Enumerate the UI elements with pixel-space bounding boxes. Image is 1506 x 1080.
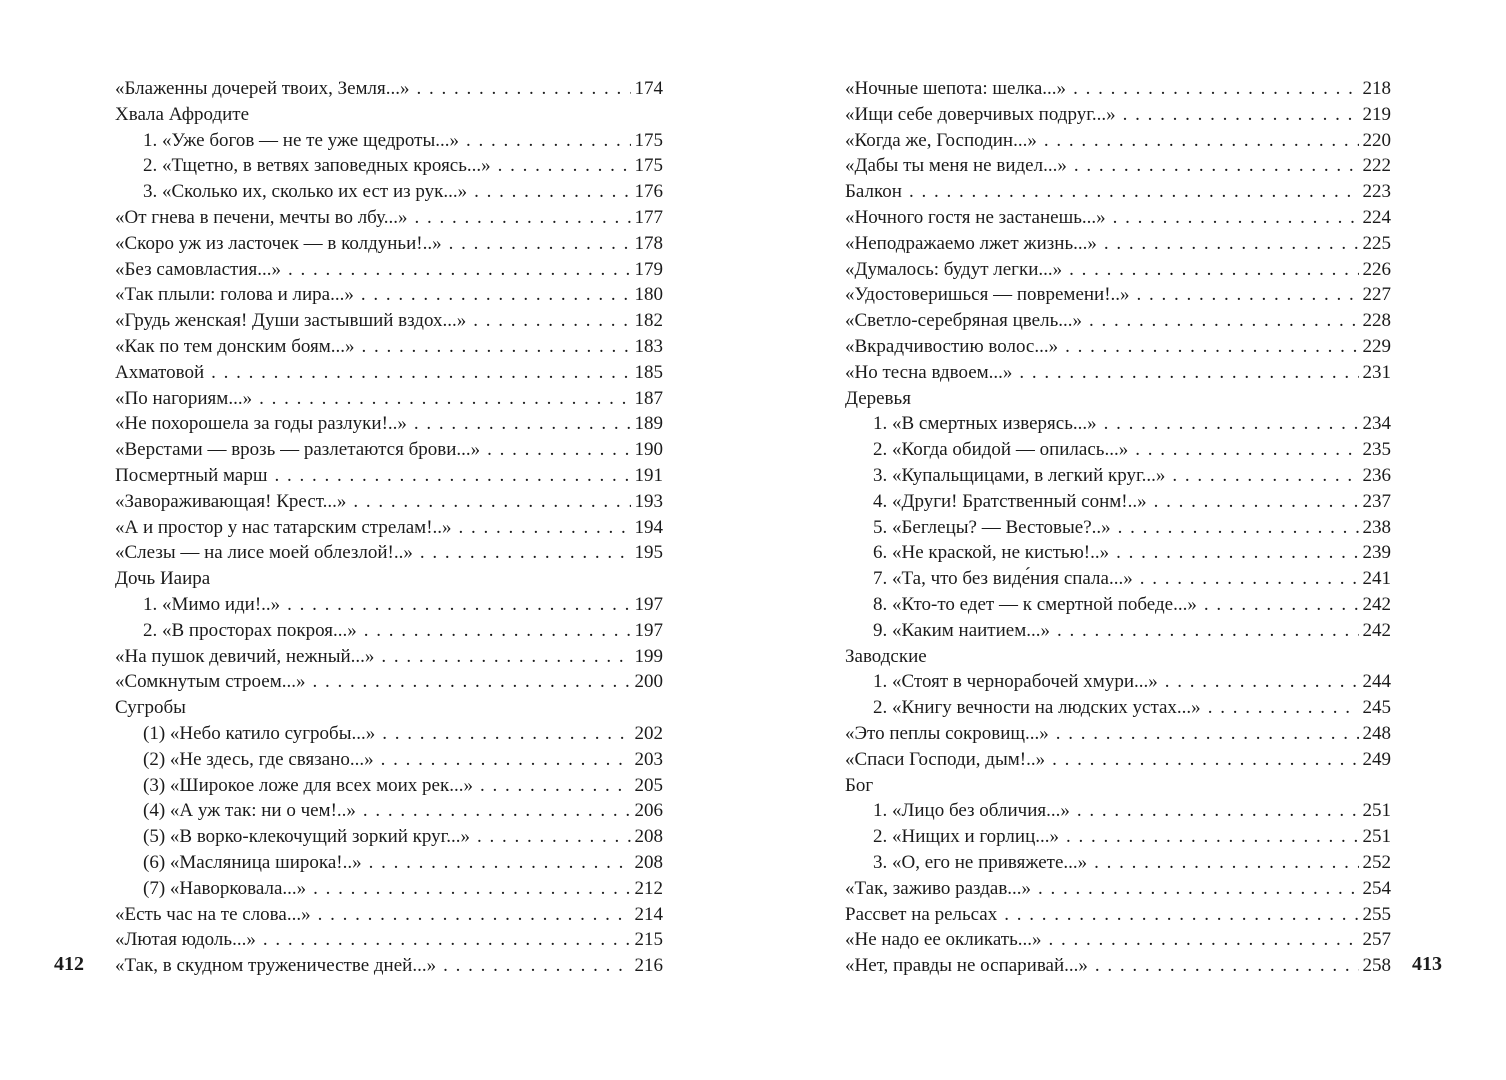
toc-entry-page: 242 [1362, 619, 1391, 641]
toc-entry [845, 386, 1391, 412]
toc-entry-title: Хвала Афродите [115, 103, 250, 125]
dot-leader [1204, 592, 1359, 618]
toc-entry-title: 2. «Книгу вечности на людских устах...» [873, 697, 1201, 719]
toc-entry-title: (7) «Наворковала...» [143, 877, 307, 899]
toc-entry [115, 953, 663, 979]
toc-entry-page: 225 [1362, 232, 1391, 254]
toc-entry-page: 208 [634, 826, 663, 848]
toc-entry-title: 1. «В смертных изверясь...» [873, 413, 1097, 435]
toc-entry [845, 515, 1391, 541]
dot-leader [364, 618, 631, 644]
toc-entry [115, 747, 663, 773]
toc-entry [845, 179, 1391, 205]
toc-entry-page: 178 [634, 232, 663, 254]
toc-entry-title: Балкон [845, 181, 902, 203]
toc-entry [115, 721, 663, 747]
dot-leader [1172, 463, 1359, 489]
toc-entry [845, 205, 1391, 231]
dot-leader [1019, 360, 1359, 386]
toc-entry [115, 334, 663, 360]
toc-entry-title: Дочь Иаира [115, 568, 211, 590]
toc-entry [115, 540, 663, 566]
dot-leader [1056, 721, 1359, 747]
toc-entry-title: «Спаси Господи, дым!..» [845, 748, 1046, 770]
toc-entry-page: 218 [1362, 78, 1391, 99]
toc-entry-page: 248 [1362, 722, 1391, 744]
toc-entry [845, 902, 1391, 928]
toc-entry-page: 185 [634, 361, 663, 383]
toc-entry [845, 824, 1391, 850]
dot-leader [1057, 618, 1359, 644]
toc-entry [845, 669, 1391, 695]
dot-leader [318, 902, 631, 928]
toc-entry [115, 179, 663, 205]
dot-leader [363, 798, 631, 824]
toc-entry-page: 191 [634, 464, 663, 486]
dot-leader [381, 747, 631, 773]
toc-entry-page: 200 [634, 671, 663, 693]
dot-leader [313, 876, 631, 902]
toc-entry-page: 215 [634, 929, 663, 951]
toc-entry-title: Посмертный марш [115, 464, 268, 486]
dot-leader [1094, 850, 1359, 876]
toc-entry [845, 411, 1391, 437]
toc-entry [845, 798, 1391, 824]
toc-entry-page: 179 [634, 258, 663, 280]
dot-leader [287, 592, 631, 618]
toc-entry [845, 927, 1391, 953]
toc-entry [845, 695, 1391, 721]
toc-entry-page: 219 [1362, 103, 1391, 125]
toc-entry [115, 102, 663, 128]
toc-entry-title: 2. «Когда обидой — опилась...» [873, 439, 1129, 461]
toc-entry-page: 249 [1362, 748, 1391, 770]
dot-leader [487, 437, 631, 463]
toc-entry-title: 3. «О, его не привяжете...» [873, 851, 1088, 873]
dot-leader [1038, 876, 1359, 902]
toc-entry-page: 195 [634, 542, 663, 564]
toc-entry-page: 187 [634, 387, 663, 409]
dot-leader [1123, 102, 1359, 128]
dot-leader [1137, 282, 1359, 308]
dot-leader [1104, 411, 1359, 437]
toc-entry-title: «На пушок девичий, нежный...» [115, 645, 375, 667]
toc-entry-title: «Когда же, Господин...» [845, 129, 1037, 151]
dot-leader [381, 644, 631, 670]
toc-entry-page: 234 [1362, 413, 1391, 435]
toc-entry-title: 1. «Мимо иди!..» [143, 593, 281, 615]
toc-entry-page: 197 [634, 593, 663, 615]
toc-entry-title: «Неподражаемо лжет жизнь...» [845, 232, 1097, 254]
toc-entry-title: «Не похорошела за годы разлуки!..» [115, 413, 407, 435]
toc-entry-title: 6. «Не краской, не кистью!..» [873, 542, 1110, 564]
toc-entry-title: «Слезы — на лисе моей облезлой!..» [115, 542, 413, 564]
toc-entry-page: 189 [634, 413, 663, 435]
toc-entry [845, 308, 1391, 334]
toc-entry [115, 231, 663, 257]
toc-entry-title: (1) «Небо катило сугробы...» [143, 722, 376, 744]
toc-entry [845, 773, 1391, 799]
dot-leader [473, 308, 631, 334]
toc-entry-page: 231 [1362, 361, 1391, 383]
dot-leader [1073, 76, 1359, 102]
toc-entry-page: 226 [1362, 258, 1391, 280]
toc-entry-title: «По нагориям...» [115, 387, 253, 409]
dot-leader [1066, 824, 1359, 850]
dot-leader [1113, 205, 1359, 231]
page-number-left: 412 [54, 953, 84, 975]
page-number-right: 413 [1412, 953, 1442, 975]
toc-entry [115, 798, 663, 824]
toc-entry-page: 258 [1362, 955, 1391, 977]
toc-entry [845, 540, 1391, 566]
toc-entry [115, 489, 663, 515]
toc-entry-title: «Думалось: будут легки...» [845, 258, 1063, 280]
toc-column-right [845, 76, 1391, 979]
toc-entry [115, 282, 663, 308]
toc-entry-title: «А и простор у нас татарским стрелам!..» [115, 516, 452, 538]
dot-leader [443, 953, 631, 979]
dot-leader [1135, 437, 1359, 463]
toc-entry-title: «Удостоверишься — повремени!..» [845, 284, 1130, 306]
dot-leader [477, 824, 631, 850]
toc-entry [115, 257, 663, 283]
dot-leader [417, 76, 631, 102]
toc-entry-title: «Лютая юдоль...» [115, 929, 256, 951]
toc-entry-page: 236 [1362, 464, 1391, 486]
dot-leader [909, 179, 1359, 205]
toc-entry [115, 850, 663, 876]
toc-entry-title: 5. «Беглецы? — Вестовые?..» [873, 516, 1111, 538]
toc-entry-title: 4. «Други! Братственный сонм!..» [873, 490, 1147, 512]
dot-leader [1165, 669, 1359, 695]
toc-entry-page: 193 [634, 490, 663, 512]
toc-entry-title: «Как по тем донским боям...» [115, 335, 355, 357]
toc-entry-page: 220 [1362, 129, 1391, 151]
toc-entry [115, 644, 663, 670]
toc-entry-title: (2) «Не здесь, где связано...» [143, 748, 374, 770]
dot-leader [1140, 566, 1359, 592]
toc-entry [115, 205, 663, 231]
toc-entry-title: Сугробы [115, 697, 186, 719]
toc-entry [115, 463, 663, 489]
toc-entry [115, 876, 663, 902]
toc-entry-page: 182 [634, 310, 663, 332]
toc-entry-title: 2. «Нищих и горлиц...» [873, 826, 1059, 848]
dot-leader [498, 153, 631, 179]
dot-leader [312, 669, 631, 695]
dot-leader [382, 721, 631, 747]
toc-entry-title: 8. «Кто-то едет — к смертной победе...» [873, 593, 1197, 615]
toc-entry-title: «Но тесна вдвоем...» [845, 361, 1013, 383]
toc-entry-title: 1. «Лицо без обличия...» [873, 800, 1070, 822]
toc-entry-title: 2. «В просторах покроя...» [143, 619, 357, 641]
dot-leader [1069, 257, 1359, 283]
toc-entry [115, 128, 663, 154]
dot-leader [274, 463, 631, 489]
toc-entry-page: 190 [634, 439, 663, 461]
toc-entry-title: (3) «Широкое ложе для всех моих рек...» [143, 774, 473, 796]
toc-entry [845, 566, 1391, 592]
dot-leader [1208, 695, 1359, 721]
dot-leader [288, 257, 631, 283]
toc-entry-page: 254 [1362, 877, 1391, 899]
dot-leader [1089, 308, 1359, 334]
dot-leader [1095, 953, 1359, 979]
toc-entry-page: 176 [634, 181, 663, 203]
toc-entry-page: 214 [634, 903, 663, 925]
toc-entry-page: 212 [634, 877, 663, 899]
dot-leader [1004, 902, 1359, 928]
dot-leader [480, 773, 631, 799]
toc-entry-page: 251 [1362, 826, 1391, 848]
toc-entry [845, 334, 1391, 360]
toc-entry-title: «Это пеплы сокровищ...» [845, 722, 1049, 744]
dot-leader [369, 850, 631, 876]
toc-entry-page: 229 [1362, 335, 1391, 357]
toc-entry-title: Бог [845, 774, 874, 796]
toc-entry-title: 1. «Стоят в чернорабочей хмури...» [873, 671, 1158, 693]
toc-entry-page: 223 [1362, 181, 1391, 203]
dot-leader [414, 205, 631, 231]
dot-leader [449, 231, 631, 257]
toc-entry-title: «Скоро уж из ласточек — в колдуньи!..» [115, 232, 442, 254]
dot-leader [466, 128, 631, 154]
toc-entry-title: «Дабы ты меня не видел...» [845, 155, 1067, 177]
toc-entry-title: 7. «Та, что без виде́ния спала...» [873, 568, 1133, 590]
dot-leader [211, 360, 631, 386]
dot-leader [1065, 334, 1359, 360]
dot-leader [414, 411, 631, 437]
toc-entry-title: Деревья [845, 387, 911, 409]
toc-entry [845, 76, 1391, 102]
toc-entry-page: 255 [1362, 903, 1391, 925]
toc-entry [845, 437, 1391, 463]
toc-entry-title: «Светло-серебряная цвель...» [845, 310, 1082, 332]
toc-entry-title: 3. «Сколько их, сколько их ест из рук...» [143, 181, 468, 203]
toc-entry-title: «Есть час на те слова...» [115, 903, 311, 925]
toc-entry-title: «От гнева в печени, мечты во лбу...» [115, 206, 408, 228]
toc-entry [845, 721, 1391, 747]
toc-entry [115, 902, 663, 928]
toc-entry-page: 208 [634, 851, 663, 873]
toc-entry [115, 308, 663, 334]
toc-entry-page: 175 [634, 129, 663, 151]
toc-entry-page: 216 [634, 955, 663, 977]
toc-entry-title: Рассвет на рельсах [845, 903, 998, 925]
toc-entry-page: 206 [634, 800, 663, 822]
toc-entry [845, 644, 1391, 670]
toc-entry [845, 128, 1391, 154]
toc-entry-title: (6) «Масляница широка!..» [143, 851, 362, 873]
toc-entry-title: «Нет, правды не оспаривай...» [845, 955, 1088, 977]
toc-entry-page: 194 [634, 516, 663, 538]
toc-entry [115, 515, 663, 541]
toc-entry-title: «Ищи себе доверчивых подруг...» [845, 103, 1116, 125]
toc-entry-title: «Сомкнутым строем...» [115, 671, 306, 693]
toc-entry-title: «Завораживающая! Крест...» [115, 490, 347, 512]
dot-leader [420, 540, 631, 566]
toc-entry-page: 174 [634, 78, 663, 99]
dot-leader [353, 489, 631, 515]
toc-entry [115, 566, 663, 592]
toc-entry [845, 463, 1391, 489]
toc-entry [115, 386, 663, 412]
toc-entry [845, 360, 1391, 386]
toc-entry-title: (4) «А уж так: ни о чем!..» [143, 800, 356, 822]
toc-entry [845, 489, 1391, 515]
dot-leader [1077, 798, 1359, 824]
toc-entry-page: 245 [1362, 697, 1391, 719]
dot-leader [459, 515, 631, 541]
toc-entry-title: 2. «Тщетно, в ветвях заповедных кроясь...» [143, 155, 491, 177]
toc-entry-title: «Ночные шепота: шелка...» [845, 78, 1067, 99]
toc-entry-page: 197 [634, 619, 663, 641]
toc-entry [845, 102, 1391, 128]
toc-entry [845, 850, 1391, 876]
toc-entry-title: 3. «Купальщицами, в легкий круг...» [873, 464, 1166, 486]
toc-entry-title: «Ночного гостя не застанешь...» [845, 206, 1106, 228]
toc-entry [115, 927, 663, 953]
dot-leader [1044, 128, 1359, 154]
toc-entry [845, 618, 1391, 644]
dot-leader [1154, 489, 1359, 515]
dot-leader [474, 179, 631, 205]
dot-leader [1118, 515, 1359, 541]
toc-entry [115, 669, 663, 695]
dot-leader [362, 334, 631, 360]
toc-entry [845, 257, 1391, 283]
toc-entry-page: 244 [1362, 671, 1391, 693]
dot-leader [1074, 153, 1359, 179]
dot-leader [1116, 540, 1359, 566]
toc-entry-page: 239 [1362, 542, 1391, 564]
toc-entry [845, 231, 1391, 257]
toc-entry-page: 238 [1362, 516, 1391, 538]
toc-entry-title: «Верстами — врозь — разлетаются брови...» [115, 439, 481, 461]
toc-entry-page: 183 [634, 335, 663, 357]
toc-entry-page: 175 [634, 155, 663, 177]
dot-leader [259, 386, 631, 412]
toc-entry-title: 1. «Уже богов — не те уже щедроты...» [143, 129, 459, 151]
toc-entry-page: 251 [1362, 800, 1391, 822]
toc-entry [115, 618, 663, 644]
dot-leader [1052, 747, 1359, 773]
toc-column-left [115, 76, 663, 979]
dot-leader [263, 927, 631, 953]
toc-entry-title: «Грудь женская! Души застывший вздох...» [115, 310, 467, 332]
toc-entry [845, 747, 1391, 773]
toc-entry-page: 222 [1362, 155, 1391, 177]
toc-entry [115, 773, 663, 799]
toc-entry-title: 9. «Каким наитием...» [873, 619, 1050, 641]
toc-entry-page: 177 [634, 206, 663, 228]
dot-leader [361, 282, 631, 308]
toc-entry-page: 237 [1362, 490, 1391, 512]
toc-entry [845, 876, 1391, 902]
toc-entry [115, 824, 663, 850]
toc-entry-page: 199 [634, 645, 663, 667]
toc-entry [115, 153, 663, 179]
toc-entry-page: 241 [1362, 568, 1391, 590]
toc-entry [115, 695, 663, 721]
toc-entry-page: 235 [1362, 439, 1391, 461]
dot-leader [1104, 231, 1359, 257]
toc-entry-page: 227 [1362, 284, 1391, 306]
toc-entry-page: 242 [1362, 593, 1391, 615]
toc-entry [115, 437, 663, 463]
toc-entry [845, 282, 1391, 308]
toc-entry-page: 257 [1362, 929, 1391, 951]
toc-entry [845, 153, 1391, 179]
toc-entry [115, 411, 663, 437]
toc-entry-title: «Без самовластия...» [115, 258, 281, 280]
toc-entry-title: (5) «В ворко-клекочущий зоркий круг...» [143, 826, 471, 848]
toc-entry-title: Заводские [845, 645, 927, 667]
toc-entry-page: 228 [1362, 310, 1391, 332]
toc-entry-title: «Блаженны дочерей твоих, Земля...» [115, 78, 410, 99]
toc-entry [115, 76, 663, 102]
toc-entry [845, 953, 1391, 979]
toc-entry-title: «Не надо ее окликать...» [845, 929, 1042, 951]
toc-entry [115, 360, 663, 386]
toc-entry-page: 203 [634, 748, 663, 770]
toc-entry-page: 224 [1362, 206, 1391, 228]
toc-entry-page: 202 [634, 722, 663, 744]
toc-entry-title: «Вкрадчивостию волос...» [845, 335, 1059, 357]
toc-entry-title: «Так плыли: голова и лира...» [115, 284, 354, 306]
toc-entry [845, 592, 1391, 618]
toc-entry-page: 252 [1362, 851, 1391, 873]
toc-entry [115, 592, 663, 618]
toc-entry-page: 205 [634, 774, 663, 796]
toc-entry-page: 180 [634, 284, 663, 306]
toc-entry-title: Ахматовой [115, 361, 205, 383]
dot-leader [1049, 927, 1359, 953]
toc-entry-title: «Так, заживо раздав...» [845, 877, 1032, 899]
toc-entry-title: «Так, в скудном труженичестве дней...» [115, 955, 437, 977]
